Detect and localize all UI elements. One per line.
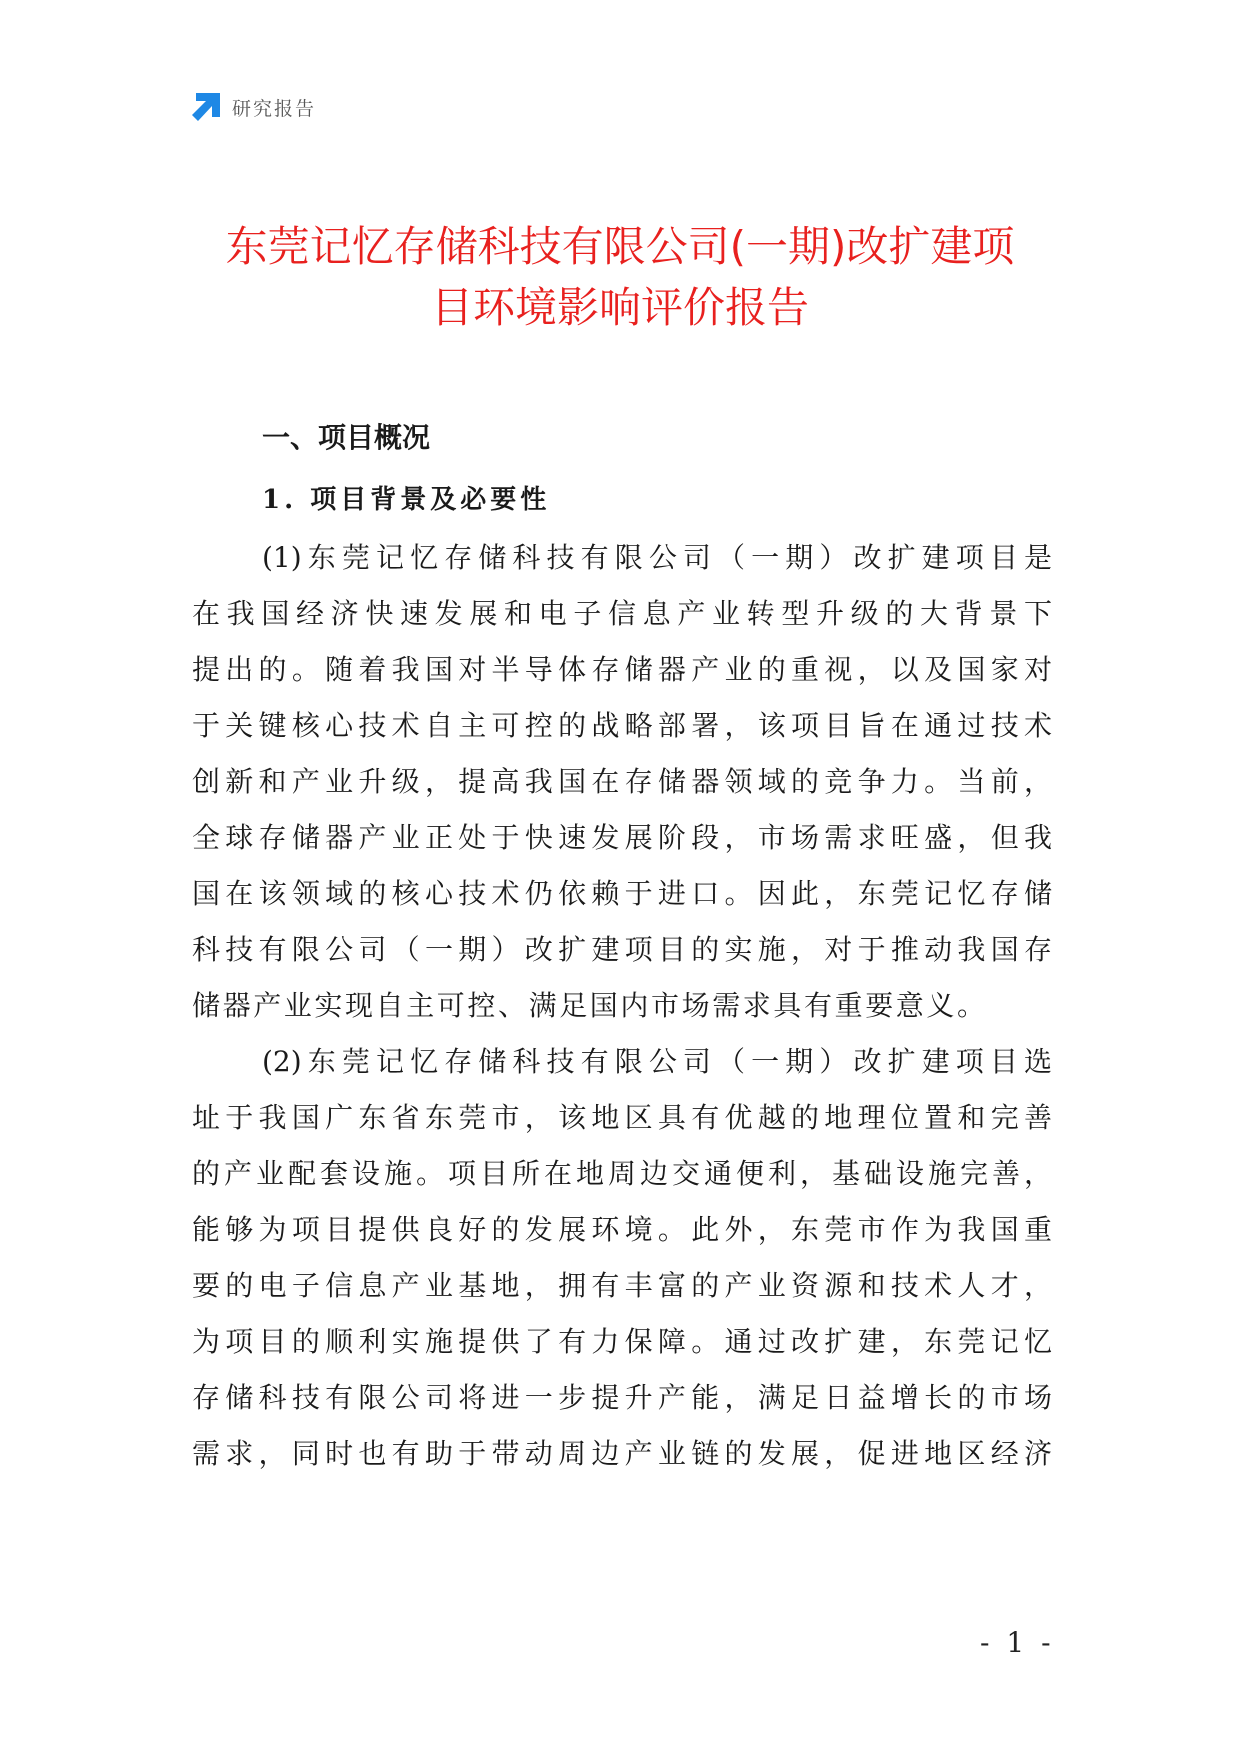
- subsection-heading: 1. 项目背景及必要性: [262, 485, 551, 515]
- paragraph-1-line: 全球存储器产业正处于快速发展阶段，市场需求旺盛，但我: [192, 821, 1052, 854]
- paragraph-1-line: (1)东莞记忆存储科技有限公司（一期）改扩建项目是: [262, 541, 1052, 574]
- paragraph-2-line: 址于我国广东省东莞市，该地区具有优越的地理位置和完善: [192, 1101, 1052, 1134]
- title-line-1: 东莞记忆存储科技有限公司(一期)改扩建项: [225, 222, 1015, 271]
- page-number: - 1 -: [980, 1626, 1055, 1659]
- paragraph-1-line: 储器产业实现自主可控、满足国内市场需求具有重要意义。: [192, 989, 988, 1022]
- brand-header: [190, 90, 316, 124]
- paragraph-2-line: 能够为项目提供良好的发展环境。此外，东莞市作为我国重: [192, 1213, 1052, 1246]
- arrow-up-right-icon: [190, 91, 222, 123]
- paragraph-2-line: (2)东莞记忆存储科技有限公司（一期）改扩建项目选: [262, 1045, 1052, 1078]
- paragraph-1-line: 科技有限公司（一期）改扩建项目的实施，对于推动我国存: [192, 933, 1052, 966]
- paragraph-2-line: 需求，同时也有助于带动周边产业链的发展，促进地区经济: [192, 1437, 1052, 1470]
- paragraph-1-line: 在我国经济快速发展和电子信息产业转型升级的大背景下: [192, 597, 1052, 630]
- paragraph-2-line: 为项目的顺利实施提供了有力保障。通过改扩建，东莞记忆: [192, 1325, 1052, 1358]
- brand-label: 研究报告: [232, 97, 317, 120]
- paragraph-1-line: 提出的。随着我国对半导体存储器产业的重视，以及国家对: [192, 653, 1052, 686]
- paragraph-2-line: 存储科技有限公司将进一步提升产能，满足日益增长的市场: [192, 1381, 1052, 1414]
- paragraph-2-line: 要的电子信息产业基地，拥有丰富的产业资源和技术人才，: [192, 1269, 1052, 1302]
- document-title: [180, 216, 1060, 338]
- paragraph-1-line: 于关键核心技术自主可控的战略部署，该项目旨在通过技术: [192, 709, 1052, 742]
- section-heading: 一、项目概况: [262, 421, 431, 454]
- paragraph-2-line: 的产业配套设施。项目所在地周边交通便利，基础设施完善，: [192, 1157, 1052, 1190]
- title-line-2: 目环境影响评价报告: [430, 283, 809, 332]
- paragraph-1-line: 创新和产业升级，提高我国在存储器领域的竞争力。当前，: [192, 765, 1052, 798]
- paragraph-1-line: 国在该领域的核心技术仍依赖于进口。因此，东莞记忆存储: [192, 877, 1052, 910]
